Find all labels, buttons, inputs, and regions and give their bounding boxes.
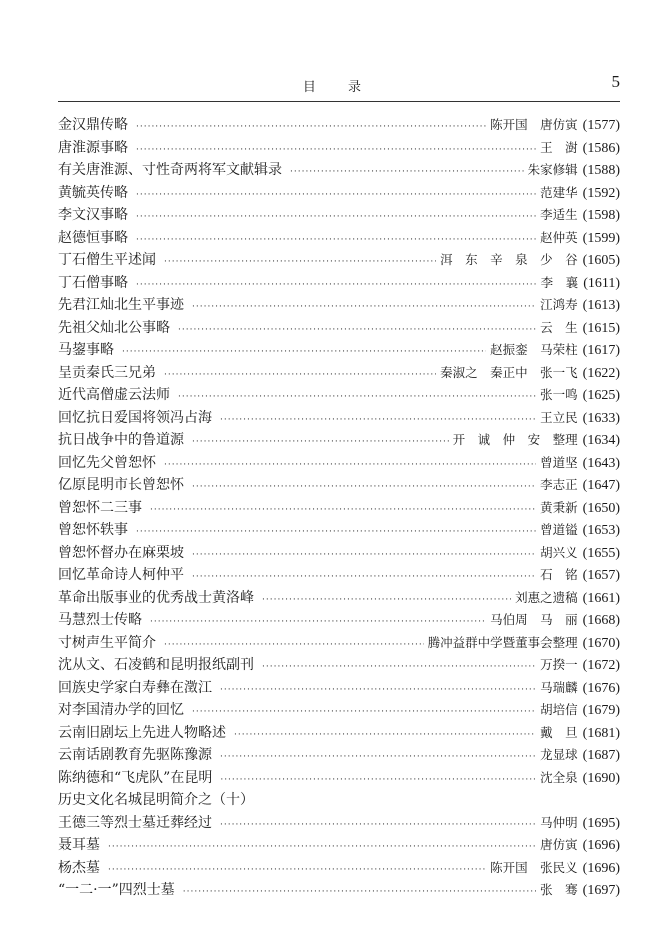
toc-entry [58,519,620,542]
entry-author: 石 铭 [540,567,578,582]
entry-author: 李适生 [540,207,578,222]
toc-entry [58,789,620,812]
toc-entry [58,384,620,407]
leader-dots [262,662,536,672]
entry-page: (1657) [582,568,620,583]
leader-dots [136,280,537,290]
leader-dots [192,707,536,717]
entry-title: 杨杰墓 [58,859,100,876]
leader-dots [220,752,536,762]
toc-entry [58,744,620,767]
entry-page: (1681) [582,725,620,741]
entry-author: 张 骞 [540,882,578,897]
entry-page: (1615) [582,320,620,336]
entry-author: 李 襄 [540,274,579,290]
entry-author: 云 生 [540,319,578,335]
entry-title: 对李国清办学的回忆 [58,702,184,718]
toc-entry [58,429,620,452]
toc-entry [58,227,620,250]
entry-author: 曾道坚 [540,454,578,470]
entry-author: 龙显球 [540,747,578,762]
entry-title: 亿原昆明市长曾恕怀 [58,477,184,493]
table-of-contents [58,114,620,902]
entry-title: 呈贡秦氏三兄弟 [58,364,156,381]
entry-page: (1605) [582,253,620,268]
entry-author: 陈开国 张民义 [490,859,578,875]
entry-title: 李文汉事略 [58,207,128,223]
leader-dots [136,145,536,155]
header-title: 目 录 [302,80,376,95]
leader-dots [220,415,536,425]
entry-title: 革命出版事业的优秀战士黄洛峰 [58,589,254,606]
entry-page: (1655) [582,545,620,561]
leader-dots [192,572,536,582]
leader-dots [192,482,536,492]
toc-entry [58,182,620,205]
toc-entry [58,362,620,385]
leader-dots [220,820,536,830]
toc-entry [58,654,620,677]
header-rule [58,101,620,102]
leader-dots [262,595,511,605]
toc-entry [58,879,620,902]
entry-title: 金汉鼎传略 [58,117,128,133]
toc-entry [58,204,620,227]
leader-dots [150,617,486,627]
leader-dots [192,550,536,560]
entry-title: 有关唐淮源、寸性奇两将军文献辑录 [58,162,282,178]
entry-page: (1586) [582,140,620,156]
entry-author: 胡培信 [540,702,578,717]
entry-author: 开 诚 仲 安 整理 [452,432,578,447]
toc-entry [58,137,620,160]
entry-author: 范建华 [540,184,578,200]
leader-dots [136,235,536,245]
entry-author: 赵仲英 [540,229,578,245]
entry-page: (1599) [582,230,620,246]
toc-entry [58,339,620,362]
entry-page: (1577) [582,118,620,133]
entry-page: (1679) [582,703,620,718]
entry-page: (1588) [582,163,620,178]
toc-entry [58,812,620,835]
entry-author: 腾冲益群中学暨董事会整理 [427,634,578,650]
toc-entry [58,632,620,655]
entry-author: 万揆一 [540,657,578,672]
entry-title: 陈纳德和“飞虎队”在昆明 [58,769,213,786]
leader-dots [150,505,536,515]
toc-entry [58,587,620,610]
entry-author: 马伯周 马 丽 [490,612,578,627]
entry-author: 沈全泉 [540,769,578,785]
toc-entry [58,609,620,632]
entry-title: “一二·一”四烈士墓 [58,882,175,898]
entry-author: 王 澍 [540,139,578,155]
entry-author: 陈开国 唐仿寅 [490,117,578,132]
entry-author: 黄秉新 [540,499,578,515]
leader-dots [178,325,536,335]
toc-entry [58,699,620,722]
entry-author: 江鸿寿 [540,297,578,312]
entry-title: 抗日战争中的鲁道源 [58,432,184,448]
entry-page: (1672) [582,658,620,673]
toc-entry [58,564,620,587]
entry-title: 丁石僧事略 [58,274,128,291]
entry-author: 洱 东 辛 泉 少 谷 [440,252,578,267]
entry-author: 唐仿寅 [540,837,578,852]
entry-title: 先君江灿北生平事迹 [58,297,184,313]
toc-entry [58,722,620,745]
entry-page: (1697) [582,883,620,898]
entry-title: 曾恕怀二三事 [58,499,142,516]
entry-author: 戴 旦 [540,724,578,740]
entry-title: 聂耳墓 [58,837,100,853]
leader-dots [220,685,536,695]
entry-author: 张一鸣 [540,387,578,402]
leader-dots [164,640,424,650]
entry-title: 赵德恒事略 [58,229,128,246]
entry-page: (1625) [582,388,620,403]
leader-dots [164,460,536,470]
entry-title: 黄毓英传略 [58,184,128,201]
toc-entry [58,857,620,880]
toc-entry [58,114,620,137]
entry-title: 云南旧剧坛上先进人物略述 [58,724,226,741]
entry-page: (1676) [582,680,620,696]
leader-dots [183,887,536,897]
entry-page: (1695) [582,815,620,831]
toc-entry [58,452,620,475]
leader-dots [164,257,436,267]
entry-title: 回忆先父曾恕怀 [58,454,156,471]
entry-title: 历史文化名城昆明简介之（十） [58,792,254,808]
toc-entry [58,159,620,182]
entry-page: (1661) [582,590,620,606]
entry-title: 曾恕怀轶事 [58,522,128,538]
entry-author: 秦淑之 秦正中 张一飞 [440,364,578,380]
toc-entry [58,294,620,317]
entry-page: (1633) [582,410,620,426]
entry-author: 赵振銮 马荣柱 [490,342,578,357]
leader-dots [136,122,486,132]
leader-dots [290,167,524,177]
entry-page: (1634) [582,433,620,448]
page-number: 5 [611,72,620,91]
entry-page: (1622) [582,365,620,381]
entry-title: 王德三等烈士墓迁葬经过 [58,814,212,831]
entry-page: (1617) [582,343,620,358]
entry-title: 唐淮源事略 [58,139,128,156]
toc-entry [58,834,620,857]
leader-dots [136,190,536,200]
entry-page: (1696) [582,838,620,853]
entry-page: (1670) [582,635,620,651]
entry-title: 先祖父灿北公事略 [58,319,170,336]
leader-dots [192,302,536,312]
entry-title: 寸树声生平简介 [58,634,156,651]
entry-title: 近代高僧虚云法师 [58,387,170,403]
entry-title: 马慧烈士传略 [58,612,142,628]
leader-dots [136,527,536,537]
entry-author: 王立民 [540,409,578,425]
toc-entry [58,249,620,272]
entry-title: 沈从文、石凌鹤和昆明报纸副刊 [58,657,254,673]
toc-entry [58,497,620,520]
leader-dots [108,865,486,875]
toc-entry [58,272,620,295]
leader-dots [164,370,436,380]
running-header [58,74,620,98]
entry-title: 回族史学家白寿彝在澂江 [58,679,212,696]
toc-entry [58,407,620,430]
entry-page: (1687) [582,748,620,763]
toc-entry [58,677,620,700]
leader-dots [122,347,486,357]
entry-page: (1643) [582,455,620,471]
leader-dots [234,730,536,740]
entry-page: (1696) [582,860,620,876]
entry-author: 朱家修辑 [527,162,578,177]
leader-dots [220,775,536,785]
entry-author: 胡兴义 [540,544,578,560]
entry-title: 回忆抗日爱国将领冯占海 [58,409,212,426]
entry-page: (1611) [583,275,620,291]
leader-dots [136,212,536,222]
entry-author: 刘惠之遗稿 [515,589,578,605]
entry-page: (1653) [582,523,620,538]
entry-title: 马鋆事略 [58,342,114,358]
entry-page: (1650) [582,500,620,516]
entry-author: 马瑞麟 [540,679,578,695]
entry-title: 回忆革命诗人柯仲平 [58,567,184,583]
entry-author: 马仲明 [540,814,578,830]
leader-dots [192,437,449,447]
entry-title: 丁石僧生平述闻 [58,252,156,268]
toc-entry [58,767,620,790]
entry-author: 曾道镒 [540,522,578,537]
entry-page: (1647) [582,478,620,493]
entry-page: (1668) [582,613,620,628]
leader-dots [108,842,536,852]
entry-page: (1690) [582,770,620,786]
entry-title: 曾恕怀督办在麻栗坡 [58,544,184,561]
toc-entry [58,317,620,340]
toc-entry [58,474,620,497]
entry-page: (1613) [582,298,620,313]
entry-page: (1592) [582,185,620,201]
entry-author: 李志正 [540,477,578,492]
leader-dots [178,392,536,402]
toc-entry [58,542,620,565]
entry-page: (1598) [582,208,620,223]
entry-title: 云南话剧教育先驱陈豫源 [58,747,212,763]
